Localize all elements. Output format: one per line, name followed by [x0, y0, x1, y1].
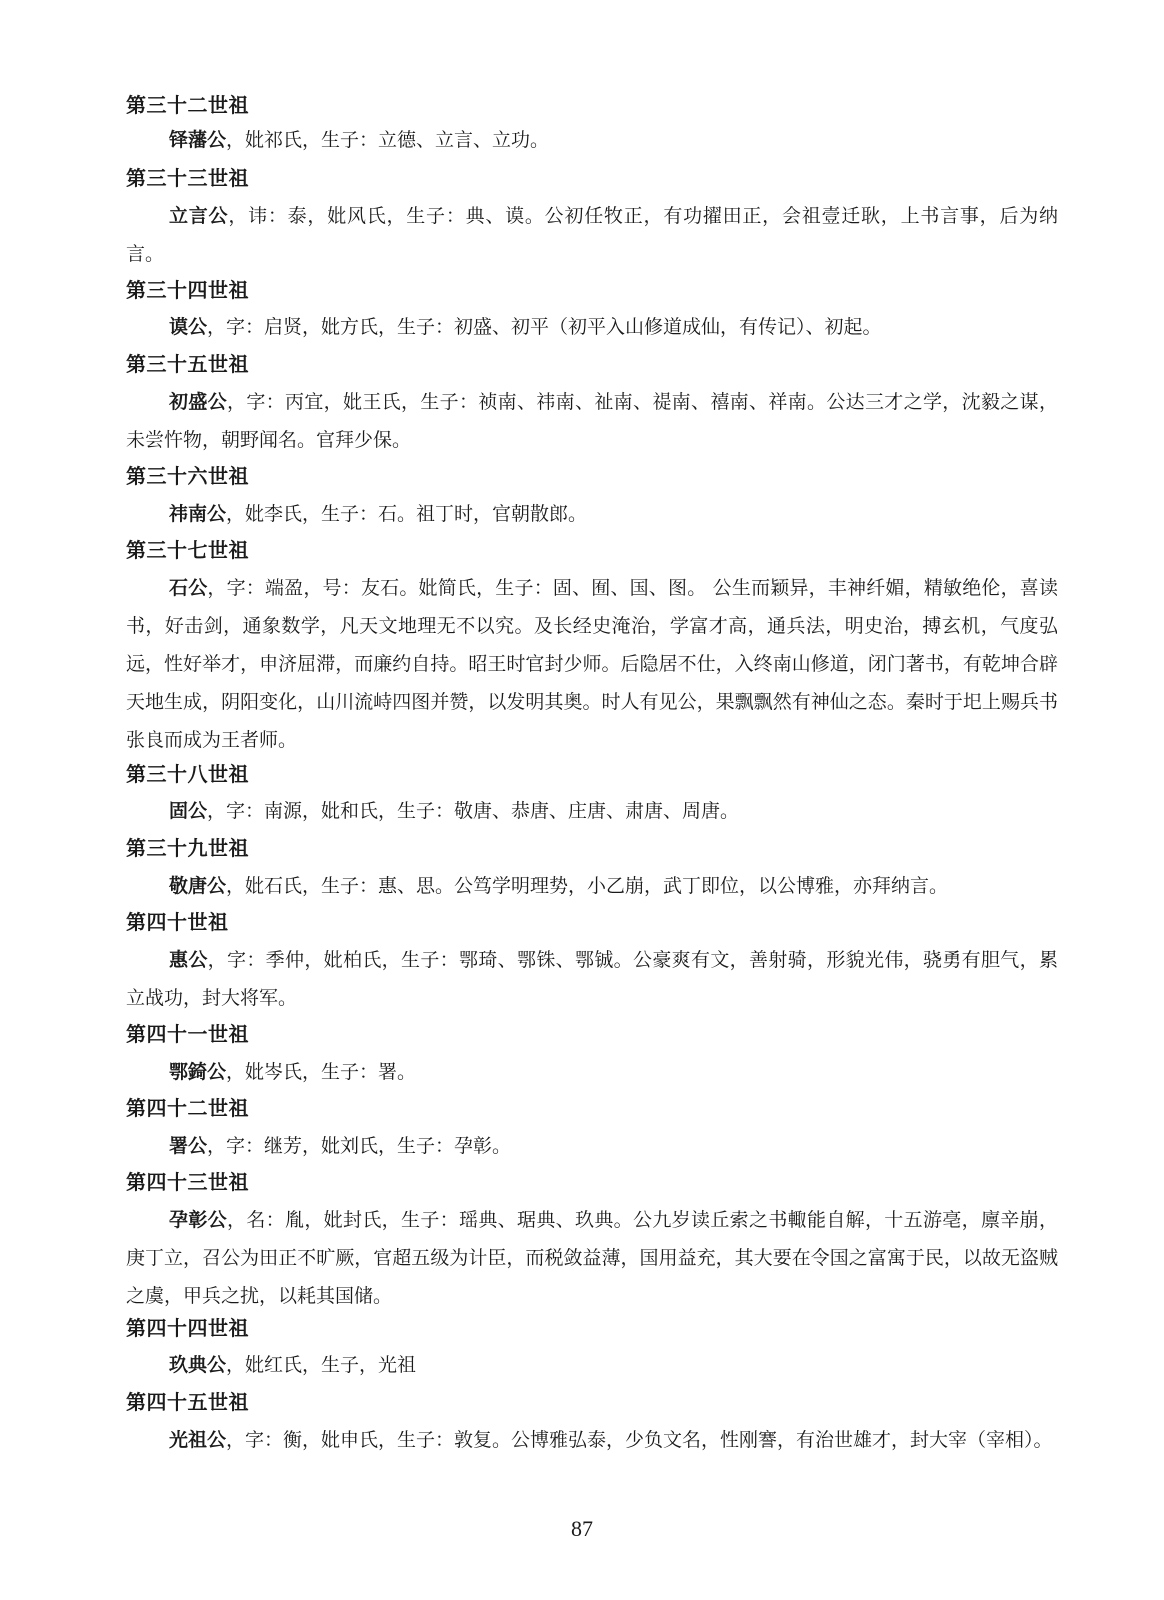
entry-text: ，字：继芳，妣刘氏，生子：孕彰。 — [207, 1135, 512, 1157]
entry-paragraph — [126, 495, 1058, 533]
entry-text: ，字：启贤，妣方氏，生子：初盛、初平（初平入山修道成仙，有传记）、初起。 — [207, 316, 882, 338]
entry-text: ，妣李氏，生子：石。祖丁时，官朝散郎。 — [226, 503, 588, 525]
ancestor-name: 固公 — [169, 800, 208, 822]
entry-paragraph — [126, 197, 1058, 273]
entry-text: ，字：端盈，号：友石。妣简氏，生子：固、囿、国、图。 公生而颖异，丰神纤媚，精敏绝伦，喜读书，好击剑，通象数学，凡天文地理无不以究。及长经史淹治，学富才高，通兵法，明史治，搏玄机，气度弘远，性好举才，申济屈滞，而廉约自持。昭王时官封少师。后隐居不仕，入终南山修道，闭门著书，有乾坤合辟天地生成，阴阳变化，山川流峙四图并赞，以发明其奥。时人有见公，果飘飘然有神仙之态。秦时于圯上赐兵书张良而成为王者师。 — [126, 577, 1058, 751]
entry-paragraph — [126, 308, 1058, 346]
entry-paragraph — [126, 1127, 1058, 1165]
entry-paragraph — [126, 1346, 1058, 1384]
ancestor-name: 惠公 — [169, 949, 208, 971]
entry-text: ，字：南源，妣和氏，生子：敬唐、恭唐、庄唐、肃唐、周唐。 — [207, 800, 740, 822]
entry-text: ，名：胤，妣封氏，生子：瑶典、琚典、玖典。公九岁读丘索之书輙能自解，十五游亳，廪辛崩，庚丁立，召公为田正不旷厥，官超五级为计臣，而税敛益薄，国用益充，其大要在令国之富寓于民，以故无盗贼之虞，甲兵之扰，以耗其国储。 — [126, 1209, 1058, 1307]
ancestor-name: 玖典公 — [169, 1354, 227, 1376]
entry-text: ，妣岑氏，生子：署。 — [226, 1061, 417, 1083]
ancestor-name: 光祖公 — [169, 1429, 227, 1451]
entry-text: ，字：丙宜，妣王氏，生子：祯南、祎南、祉南、禔南、禧南、祥南。公达三才之学，沈毅之谋，未尝忤物，朝野闻名。官拜少保。 — [126, 391, 1058, 451]
generation-heading: 第四十二世祖 — [126, 1096, 249, 1120]
generation-heading: 第三十七世祖 — [126, 538, 249, 562]
ancestor-name: 孕彰公 — [169, 1209, 227, 1231]
generation-heading: 第三十八世祖 — [126, 762, 249, 786]
entry-text: ，讳：泰，妣风氏，生子：典、谟。公初任牧正，有功擢田正，会祖壹迁耿，上书言事，后为纳言。 — [126, 205, 1058, 265]
generation-heading: 第三十四世祖 — [126, 278, 249, 302]
ancestor-name: 铎藩公 — [169, 129, 227, 151]
entry-text: ，字：季仲，妣柏氏，生子：鄂琦、鄂铢、鄂铖。公豪爽有文，善射骑，形貌光伟，骁勇有胆气，累立战功，封大将军。 — [126, 949, 1058, 1009]
generation-heading: 第三十五世祖 — [126, 352, 249, 376]
entry-text: ，字：衡，妣申氏，生子：敦复。公博雅弘泰，少负文名，性刚謇，有治世雄才，封大宰（宰相）。 — [226, 1429, 1053, 1451]
generation-heading: 第三十九世祖 — [126, 836, 249, 860]
ancestor-name: 石公 — [169, 577, 208, 599]
generation-heading: 第四十四世祖 — [126, 1316, 249, 1340]
entry-paragraph — [126, 383, 1058, 459]
entry-text: ，妣红氏，生子，光祖 — [226, 1354, 417, 1376]
entry-paragraph — [126, 1201, 1058, 1315]
ancestor-name: 鄂錡公 — [169, 1061, 227, 1083]
ancestor-name: 敬唐公 — [169, 875, 227, 897]
entry-paragraph — [126, 1053, 1058, 1091]
entry-text: ，妣石氏，生子：惠、思。公笃学明理势，小乙崩，武丁即位，以公博雅，亦拜纳言。 — [226, 875, 949, 897]
generation-heading: 第四十三世祖 — [126, 1170, 249, 1194]
page-number: 87 — [571, 1516, 593, 1541]
ancestor-name: 立言公 — [169, 205, 229, 227]
ancestor-name: 署公 — [169, 1135, 208, 1157]
generation-heading: 第三十二世祖 — [126, 93, 249, 117]
entry-text: ，妣祁氏，生子：立德、立言、立功。 — [226, 129, 550, 151]
entry-paragraph — [126, 941, 1058, 1017]
ancestor-name: 初盛公 — [169, 391, 227, 413]
generation-heading: 第四十五世祖 — [126, 1390, 249, 1414]
generation-heading: 第三十六世祖 — [126, 464, 249, 488]
generation-heading: 第三十三世祖 — [126, 166, 249, 190]
entry-paragraph — [126, 569, 1058, 759]
generation-heading: 第四十世祖 — [126, 910, 229, 934]
entry-paragraph — [126, 867, 1058, 905]
ancestor-name: 祎南公 — [169, 503, 227, 525]
entry-paragraph — [126, 792, 1058, 830]
entry-paragraph — [126, 121, 1058, 159]
ancestor-name: 谟公 — [169, 316, 208, 338]
entry-paragraph — [126, 1421, 1058, 1459]
generation-heading: 第四十一世祖 — [126, 1022, 249, 1046]
